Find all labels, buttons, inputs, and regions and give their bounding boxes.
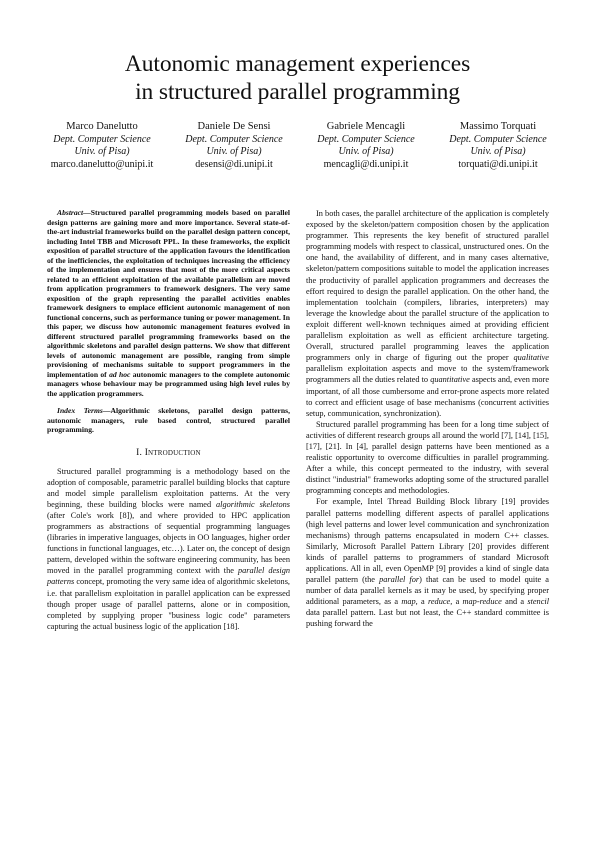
author-affiliation: Univ. of Pisa) [470, 146, 526, 158]
paragraph-emphasis: stencil [527, 597, 550, 607]
paragraph-text: (after Cole's work [8]), and where provided to HPC application programmers as abstractions of sequential programming languages (libraries in imperative languages, objects in OO languages, higher order functions in functional languages, etc…). Later on, the concept of design pattern, developed within the software engineering community, has been moved in the parallel programming context with the [47, 510, 290, 576]
section-heading-introduction [47, 448, 290, 458]
author-name: Massimo Torquati [459, 121, 537, 132]
intro-paragraph-1 [47, 466, 290, 632]
author-affiliation: Dept. Computer Science [449, 134, 547, 146]
paragraph-emphasis: map-reduce [462, 597, 502, 607]
author-4 [436, 121, 560, 171]
paragraph-text: data parallel pattern. Last but not least, the C++ standard committee is pushing forward the [306, 608, 549, 629]
author-name: Gabriele Mencagli [326, 121, 406, 132]
paragraph-text: parallelism exploitation aspects and move to the system/framework programmers all the duties related to [306, 364, 549, 385]
author-email: mencagli@di.unipi.it [323, 158, 409, 170]
paragraph-emphasis: quantitative [430, 375, 470, 385]
author-email: marco.danelutto@unipi.it [50, 158, 154, 170]
paragraph-emphasis: map [401, 597, 416, 607]
paragraph-text: Structured parallel programming is a methodology based on the adoption of composable, parametric parallel building blocks that capture and model simple parallelism exploitation patterns. At the very beginning, these building blocks were named [47, 466, 290, 509]
paragraph-emphasis: reduce [427, 597, 451, 607]
author-affiliation: Dept. Computer Science [317, 134, 415, 146]
paragraph-text: ) that can be used to model quite a number of data parallel kernels as it may be used, by specifying proper additional parameters, as a [306, 575, 549, 607]
section-number: I. [136, 447, 145, 458]
paragraph-text: concept, promoting the very same idea of algorithmic skeletons, i.e. that parallelism exploitation in parallel application can be expressed though proper usage of parallel patterns, alone or in composition, completed by supplying proper "business logic code" parameters capturing the actual business logic of the application [18]. [47, 577, 290, 631]
author-block [40, 121, 560, 171]
left-column [47, 208, 290, 632]
author-affiliation: Dept. Computer Science [185, 134, 283, 146]
title-line-2: in structured parallel programming [135, 79, 460, 105]
intro-paragraph-2 [306, 208, 549, 419]
abstract-emphasis: ad hoc [109, 369, 131, 379]
author-email: desensi@di.unipi.it [195, 158, 273, 170]
abstract [47, 208, 290, 398]
paragraph-emphasis: parallel design patterns [47, 566, 290, 587]
author-affiliation: Dept. Computer Science [53, 134, 151, 146]
abstract-text-end: autonomic managers to the complete autonomic managers whose behaviour may be programmed using high level rules by the application programmers. [47, 369, 290, 398]
paragraph-emphasis: algorithmic skeletons [216, 499, 290, 509]
author-email: torquati@di.unipi.it [458, 158, 538, 170]
paragraph-text: aspects and, even more important, of all those cumbersome and error-prone aspects more related to correct and efficient usage of base mechanisms (concurrent activities setup, communication, synchronization). [306, 375, 549, 418]
section-title: Introduction [144, 447, 201, 458]
author-affiliation: Univ. of Pisa) [338, 146, 394, 158]
index-terms-text: —Algorithmic skeletons, parallel design patterns, autonomic managers, rule based control, structured parallel programming. [47, 406, 290, 434]
title-line-1: Autonomic management experiences [124, 51, 471, 77]
paragraph-text: For example, Intel Thread Building Block library [19] provides parallel patterns modelling different aspects of parallel applications (high level patterns and lower level communication and synchronization mechanisms) through patterns encapsulated in modern C++ classes. Similarly, Microsoft Parallel Pattern Library [20] provides different kinds of parallel patterns to programmers of standard Microsoft applications. All in all, even OpenMP [9] provides a kind of single data parallel pattern (the [306, 497, 549, 585]
author-1 [40, 121, 164, 171]
index-terms [47, 406, 290, 435]
author-affiliation: Univ. of Pisa) [74, 146, 130, 158]
abstract-text: —Structured parallel programming models based on parallel design patterns are gaining more and more importance. Several state-of-the-art industrial frameworks build on the parallel design pattern concept, including Intel TBB and Microsoft PPL. In these frameworks, the explicit exposition of parallel structure of the application favours the identification of the inefficiencies, the exploitation of techniques increasing the efficiency of the implementation and ensures that most of the more critical aspects related to an efficient exploitation of the available parallelism are moved from application programmers to framework designers. The very same exposition of the graph representing the parallel activities enables framework designers to emplace efficient autonomic management of non functional concerns, such as performance tuning or power management. In this paper, we discuss how autonomic management features evolved in different structured parallel programming frameworks based on the algorithmic skeletons and parallel design patterns. We show that different levels of autonomic management are possible, ranging from simple provisioning of mechanisms suitable to support programmers in the implementation of [47, 208, 290, 379]
paragraph-text: and a [501, 597, 528, 607]
paragraph-emphasis: parallel for [379, 575, 420, 585]
right-column [306, 208, 549, 630]
paragraph-text: , a [450, 597, 463, 607]
author-affiliation: Univ. of Pisa) [206, 146, 262, 158]
author-3 [304, 121, 428, 171]
paragraph-text: , a [415, 597, 428, 607]
author-name: Daniele De Sensi [197, 121, 271, 132]
author-2 [172, 121, 296, 171]
abstract-lead: Abstract [57, 208, 84, 217]
intro-paragraph-4 [306, 496, 549, 629]
index-terms-lead: Index Terms [57, 406, 103, 415]
intro-paragraph-3: Structured parallel programming has been for a long time subject of activities of different research groups all around the world [7], [14], [15], [17], [21]. In [4], parallel design patterns have been mentioned as a realistic opportunity to overcome difficulties in parallel programming. After a while, this concept permeated to the industry, with several distinct "industrial" frameworks adopting some of the structured parallel programming concepts and methodologies. [306, 419, 549, 496]
paragraph-emphasis: qualitative [513, 353, 549, 363]
paper-title [40, 50, 555, 106]
author-name: Marco Danelutto [66, 121, 138, 132]
paragraph-text: In both cases, the parallel architecture of the application is completely exposed by the skeleton/pattern composition chosen by the application programmer. This represents the key benefit of structured parallel programming models with respect to classical, unstructured ones. On the one hand, the availability of different, and in many cases alternative, skeleton/pattern compositions suitable to model the application increases the productivity of parallel application programmers and decreases the effort required to design the parallel application. On the other hand, the implementation toolchain (compilers, libraries, interpreters) may leverage the knowledge about the parallel structure of the application to exploit different well-known techniques aimed at providing efficient parallelism exploitation as well as efficient architecture targeting. Overall, structured parallel programming leaves the application programmers only in charge of figuring out the proper [306, 209, 549, 363]
